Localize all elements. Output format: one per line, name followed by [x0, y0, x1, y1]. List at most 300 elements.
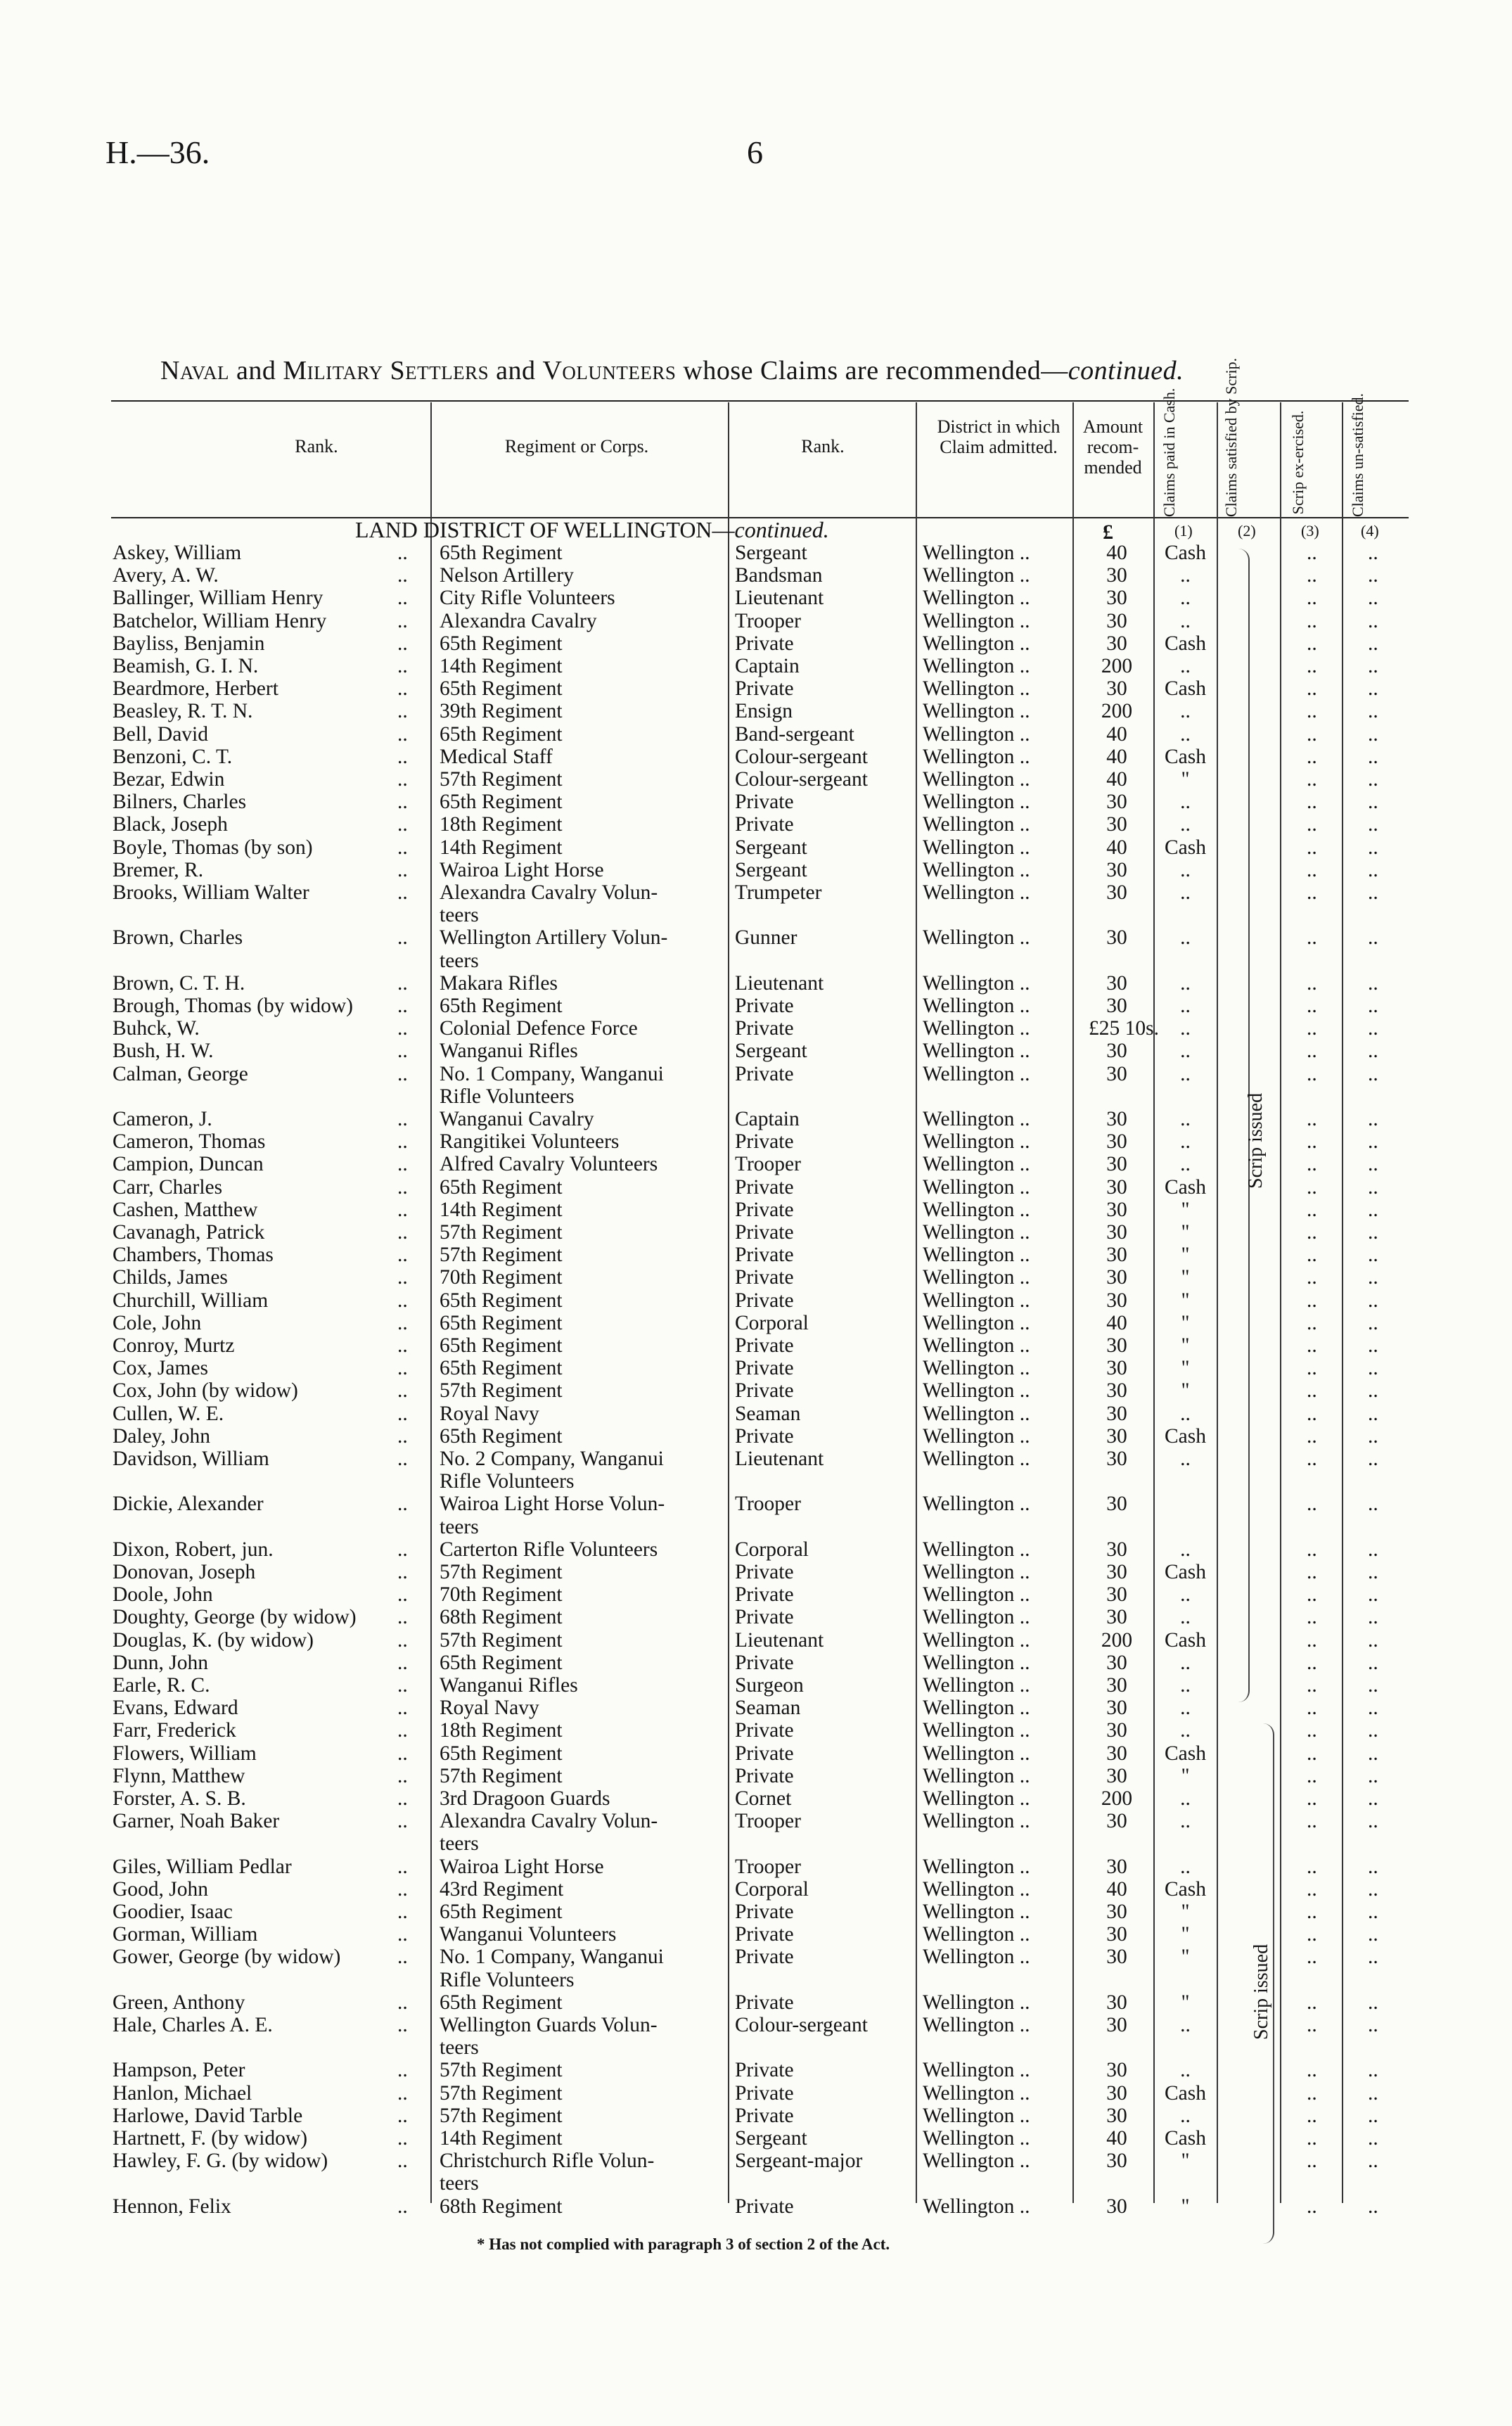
amount-value: 30: [1106, 1130, 1127, 1154]
amount-value: 30: [1106, 564, 1127, 587]
rank-value: Corporal: [735, 1538, 809, 1561]
unsatisfied-dots: ..: [1368, 995, 1378, 1017]
regiment-or-corps: 3rd Dragoon Guards: [440, 1787, 610, 1810]
settler-name: Cashen, Matthew: [113, 1198, 258, 1221]
paid-in-cash-value: Cash: [1165, 632, 1206, 655]
leader-dots: ..: [397, 1402, 408, 1425]
unsatisfied-dots: ..: [1368, 677, 1378, 701]
leader-dots: ..: [397, 1017, 408, 1040]
paid-in-cash-value: Cash: [1165, 1561, 1206, 1583]
leader-dots: ..: [397, 971, 408, 995]
scrip-exercised-dots: ..: [1307, 1764, 1317, 1787]
rank-value: Private: [735, 791, 794, 814]
amount-value: 40: [1106, 745, 1127, 768]
leader-dots: ..: [397, 2150, 408, 2173]
leader-dots: ..: [397, 836, 408, 859]
leader-dots: ..: [397, 1787, 408, 1810]
unsatisfied-dots: ..: [1368, 655, 1378, 677]
paid-in-cash-value: Cash: [1165, 1628, 1206, 1652]
amount-value: 30: [1106, 2081, 1127, 2105]
scrip-exercised-dots: ..: [1307, 1017, 1317, 1040]
regiment-or-corps: 57th Regiment: [440, 2081, 563, 2105]
settler-name: Conroy, Murtz: [113, 1334, 235, 1357]
settler-name: Flynn, Matthew: [113, 1764, 245, 1787]
amount-value: 30: [1106, 2104, 1127, 2127]
regiment-or-corps: 65th Regiment: [440, 677, 563, 701]
settler-name: Douglas, K. (by widow): [113, 1628, 314, 1652]
rank-value: Trooper: [735, 609, 801, 632]
amount-value: 200: [1101, 1787, 1133, 1810]
regiment-or-corps: 14th Regiment: [440, 836, 563, 859]
paid-in-cash-value: ..: [1180, 587, 1191, 610]
regiment-or-corps: Wellington Guards Volun-: [440, 2014, 658, 2036]
regiment-or-corps: 57th Regiment: [440, 1764, 563, 1787]
regiment-or-corps: teers: [440, 949, 479, 972]
header-district: District in which Claim admitted.: [937, 416, 1061, 457]
regiment-or-corps: Rifle Volunteers: [440, 1085, 575, 1108]
district-value: Wellington ..: [923, 926, 1030, 950]
district-value: Wellington ..: [923, 2150, 1030, 2173]
regiment-or-corps: Christchurch Rifle Volun-: [440, 2150, 655, 2173]
scrip-exercised-dots: ..: [1307, 1651, 1317, 1674]
unsatisfied-dots: ..: [1368, 1357, 1378, 1380]
unsatisfied-dots: ..: [1368, 1855, 1378, 1878]
rank-value: Private: [735, 1424, 794, 1448]
district-value: Wellington ..: [923, 1855, 1030, 1878]
scrip-exercised-dots: ..: [1307, 768, 1317, 791]
unsatisfied-dots: ..: [1368, 1719, 1378, 1742]
leader-dots: ..: [397, 632, 408, 655]
scrip-exercised-dots: ..: [1307, 1357, 1317, 1380]
rank-value: Corporal: [735, 1877, 809, 1901]
unsatisfied-dots: ..: [1368, 1538, 1378, 1561]
regiment-or-corps: 65th Regiment: [440, 1289, 563, 1312]
settler-name: Cullen, W. E.: [113, 1402, 224, 1425]
rank-value: Private: [735, 1244, 794, 1267]
amount-value: 30: [1106, 609, 1127, 632]
paid-in-cash-value: Cash: [1165, 2127, 1206, 2150]
leader-dots: ..: [397, 1877, 408, 1901]
scrip-exercised-dots: ..: [1307, 1379, 1317, 1403]
scrip-exercised-dots: ..: [1307, 1062, 1317, 1085]
rank-value: Captain: [735, 655, 800, 677]
leader-dots: ..: [397, 1855, 408, 1878]
regiment-or-corps: 14th Regiment: [440, 1198, 563, 1221]
amount-value: 30: [1106, 1923, 1127, 1946]
unsatisfied-dots: ..: [1368, 1764, 1378, 1787]
rank-value: Lieutenant: [735, 1448, 824, 1470]
leader-dots: ..: [397, 1130, 408, 1154]
district-value: Wellington ..: [923, 2014, 1030, 2036]
district-value: Wellington ..: [923, 1357, 1030, 1380]
paid-in-cash-value: ": [1181, 1923, 1190, 1946]
settler-name: Garner, Noah Baker: [113, 1810, 280, 1833]
regiment-or-corps: 65th Regiment: [440, 632, 563, 655]
title-and-2: and: [496, 356, 536, 385]
header-paid-cash: Claims paid in Cash.: [1160, 388, 1178, 517]
unsatisfied-dots: ..: [1368, 2081, 1378, 2105]
rank-value: Gunner: [735, 926, 797, 950]
district-value: Wellington ..: [923, 1448, 1030, 1470]
settler-name: Evans, Edward: [113, 1697, 238, 1720]
rank-value: Seaman: [735, 1402, 801, 1425]
district-heading-continued: continued.: [734, 517, 829, 542]
paid-in-cash-value: Cash: [1165, 836, 1206, 859]
leader-dots: ..: [397, 1289, 408, 1312]
regiment-or-corps: No. 1 Company, Wanganui: [440, 1946, 664, 1969]
amount-value: 30: [1106, 1901, 1127, 1923]
rank-value: Band-sergeant: [735, 722, 854, 746]
settler-name: Benzoni, C. T.: [113, 745, 233, 768]
amount-value: 30: [1106, 2195, 1127, 2218]
scrip-exercised-dots: ..: [1307, 2150, 1317, 2173]
unsatisfied-dots: ..: [1368, 813, 1378, 836]
footnote: * Has not complied with paragraph 3 of section 2 of the Act.: [477, 2235, 890, 2253]
settler-name: Gorman, William: [113, 1923, 258, 1946]
settler-name: Cameron, Thomas: [113, 1130, 266, 1154]
paid-in-cash-value: ..: [1180, 564, 1191, 587]
district-value: Wellington ..: [923, 1674, 1030, 1697]
unsatisfied-dots: ..: [1368, 1697, 1378, 1720]
scrip-exercised-dots: ..: [1307, 1289, 1317, 1312]
scrip-exercised-dots: ..: [1307, 1991, 1317, 2014]
leader-dots: ..: [397, 1810, 408, 1833]
district-value: Wellington ..: [923, 1244, 1030, 1267]
settler-name: Avery, A. W.: [113, 564, 219, 587]
amount-value: 30: [1106, 1606, 1127, 1629]
paid-in-cash-value: ": [1181, 1221, 1190, 1244]
settler-name: Bush, H. W.: [113, 1040, 214, 1063]
district-value: Wellington ..: [923, 587, 1030, 610]
scrip-exercised-dots: ..: [1307, 1538, 1317, 1561]
district-value: Wellington ..: [923, 1538, 1030, 1561]
table-title: [160, 355, 1184, 386]
amount-value: 200: [1101, 700, 1133, 723]
leader-dots: ..: [397, 1764, 408, 1787]
district-value: Wellington ..: [923, 1493, 1030, 1516]
district-value: Wellington ..: [923, 1040, 1030, 1063]
scrip-exercised-dots: ..: [1307, 836, 1317, 859]
unsatisfied-dots: ..: [1368, 542, 1378, 564]
paid-in-cash-value: ..: [1180, 2014, 1191, 2036]
paid-in-cash-value: ..: [1180, 1402, 1191, 1425]
leader-dots: ..: [397, 768, 408, 791]
scrip-exercised-dots: ..: [1307, 1628, 1317, 1652]
amount-value: 30: [1106, 1108, 1127, 1130]
leader-dots: ..: [397, 1334, 408, 1357]
rank-value: Private: [735, 1901, 794, 1923]
district-value: Wellington ..: [923, 1606, 1030, 1629]
scrip-exercised-dots: ..: [1307, 1402, 1317, 1425]
rank-value: Private: [735, 1606, 794, 1629]
amount-value: 30: [1106, 2150, 1127, 2173]
regiment-or-corps: Wanganui Rifles: [440, 1674, 578, 1697]
unsatisfied-dots: ..: [1368, 858, 1378, 881]
scrip-exercised-dots: ..: [1307, 1198, 1317, 1221]
settler-name: Churchill, William: [113, 1289, 269, 1312]
scrip-exercised-dots: ..: [1307, 1674, 1317, 1697]
settler-name: Beardmore, Herbert: [113, 677, 278, 701]
paid-in-cash-value: Cash: [1165, 1175, 1206, 1199]
amount-value: 30: [1106, 677, 1127, 701]
paid-in-cash-value: ..: [1180, 1538, 1191, 1561]
unsatisfied-dots: ..: [1368, 1901, 1378, 1923]
settler-name: Batchelor, William Henry: [113, 609, 327, 632]
leader-dots: ..: [397, 1742, 408, 1765]
settler-name: Bayliss, Benjamin: [113, 632, 265, 655]
scrip-exercised-dots: ..: [1307, 2014, 1317, 2036]
paid-in-cash-value: ..: [1180, 1674, 1191, 1697]
leader-dots: ..: [397, 1108, 408, 1130]
regiment-or-corps: Wellington Artillery Volun-: [440, 926, 668, 950]
paid-in-cash-value: ": [1181, 1334, 1190, 1357]
district-value: Wellington ..: [923, 542, 1030, 564]
amount-value: 30: [1106, 791, 1127, 814]
amount-value: 30: [1106, 1742, 1127, 1765]
settler-name: Hanlon, Michael: [113, 2081, 252, 2105]
paid-in-cash-value: ..: [1180, 926, 1191, 950]
unsatisfied-dots: ..: [1368, 2150, 1378, 2173]
unsatisfied-dots: ..: [1368, 1244, 1378, 1267]
district-value: Wellington ..: [923, 677, 1030, 701]
amount-value: 30: [1106, 858, 1127, 881]
currency-symbol: £: [1103, 521, 1113, 544]
unsatisfied-dots: ..: [1368, 1017, 1378, 1040]
rank-value: Private: [735, 1379, 794, 1403]
regiment-or-corps: 65th Regiment: [440, 1742, 563, 1765]
amount-value: 30: [1106, 1448, 1127, 1470]
paid-in-cash-value: Cash: [1165, 677, 1206, 701]
settler-name: Hartnett, F. (by widow): [113, 2127, 308, 2150]
leader-dots: ..: [397, 881, 408, 904]
settler-name: Forster, A. S. B.: [113, 1787, 246, 1810]
unsatisfied-dots: ..: [1368, 881, 1378, 904]
settler-name: Donovan, Joseph: [113, 1561, 256, 1583]
scrip-exercised-dots: ..: [1307, 1923, 1317, 1946]
scrip-exercised-dots: ..: [1307, 587, 1317, 610]
unsatisfied-dots: ..: [1368, 1130, 1378, 1154]
rank-value: Private: [735, 1289, 794, 1312]
settler-name: Cavanagh, Patrick: [113, 1221, 265, 1244]
district-value: Wellington ..: [923, 995, 1030, 1017]
regiment-or-corps: 57th Regiment: [440, 1561, 563, 1583]
scrip-exercised-dots: ..: [1307, 995, 1317, 1017]
settler-name: Hennon, Felix: [113, 2195, 231, 2218]
scrip-exercised-dots: ..: [1307, 2059, 1317, 2082]
leader-dots: ..: [397, 2081, 408, 2105]
leader-dots: ..: [397, 1357, 408, 1380]
settler-name: Beamish, G. I. N.: [113, 655, 259, 677]
scrip-exercised-dots: ..: [1307, 655, 1317, 677]
leader-dots: ..: [397, 1153, 408, 1176]
regiment-or-corps: 65th Regiment: [440, 542, 563, 564]
amount-value: 30: [1106, 1402, 1127, 1425]
regiment-or-corps: City Rifle Volunteers: [440, 587, 615, 610]
settler-name: Flowers, William: [113, 1742, 257, 1765]
rank-value: Private: [735, 995, 794, 1017]
district-value: Wellington ..: [923, 1764, 1030, 1787]
settler-name: Giles, William Pedlar: [113, 1855, 292, 1878]
unsatisfied-dots: ..: [1368, 971, 1378, 995]
leader-dots: ..: [397, 745, 408, 768]
settler-name: Cameron, J.: [113, 1108, 212, 1130]
rank-value: Lieutenant: [735, 971, 824, 995]
rank-value: Private: [735, 632, 794, 655]
unsatisfied-dots: ..: [1368, 700, 1378, 723]
district-value: Wellington ..: [923, 700, 1030, 723]
regiment-or-corps: Wairoa Light Horse Volun-: [440, 1493, 665, 1516]
unsatisfied-dots: ..: [1368, 791, 1378, 814]
rank-value: Private: [735, 1062, 794, 1085]
rank-value: Cornet: [735, 1787, 792, 1810]
settler-name: Bezar, Edwin: [113, 768, 225, 791]
leader-dots: ..: [397, 858, 408, 881]
settler-name: Campion, Duncan: [113, 1153, 264, 1176]
rank-value: Sergeant: [735, 858, 807, 881]
paid-in-cash-value: ..: [1180, 1719, 1191, 1742]
column-number-4: (4): [1361, 522, 1379, 540]
unsatisfied-dots: ..: [1368, 1991, 1378, 2014]
district-value: Wellington ..: [923, 1877, 1030, 1901]
district-value: Wellington ..: [923, 1628, 1030, 1652]
unsatisfied-dots: ..: [1368, 1153, 1378, 1176]
rank-value: Private: [735, 1923, 794, 1946]
paid-in-cash-value: ..: [1180, 700, 1191, 723]
paid-in-cash-value: Cash: [1165, 745, 1206, 768]
district-value: Wellington ..: [923, 1946, 1030, 1969]
title-and-1: and: [236, 356, 276, 385]
unsatisfied-dots: ..: [1368, 1040, 1378, 1063]
leader-dots: ..: [397, 1923, 408, 1946]
header-satisfied-scrip: Claims satisfied by Scrip.: [1222, 357, 1240, 517]
leader-dots: ..: [397, 1606, 408, 1629]
title-continued: continued.: [1068, 356, 1184, 385]
regiment-or-corps: Rangitikei Volunteers: [440, 1130, 620, 1154]
paid-in-cash-value: ": [1181, 1901, 1190, 1923]
leader-dots: ..: [397, 2059, 408, 2082]
unsatisfied-dots: ..: [1368, 587, 1378, 610]
scrip-exercised-dots: ..: [1307, 1493, 1317, 1516]
paid-in-cash-value: ..: [1180, 858, 1191, 881]
rank-value: Sergeant-major: [735, 2150, 863, 2173]
settler-name: Dickie, Alexander: [113, 1493, 264, 1516]
scrip-exercised-dots: ..: [1307, 745, 1317, 768]
paid-in-cash-value: Cash: [1165, 1877, 1206, 1901]
regiment-or-corps: 65th Regiment: [440, 791, 563, 814]
regiment-or-corps: 43rd Regiment: [440, 1877, 564, 1901]
district-value: Wellington ..: [923, 1153, 1030, 1176]
paid-in-cash-value: ..: [1180, 1787, 1191, 1810]
paid-in-cash-value: ..: [1180, 2104, 1191, 2127]
unsatisfied-dots: ..: [1368, 1448, 1378, 1470]
regiment-or-corps: 65th Regiment: [440, 1901, 563, 1923]
header-amount: Amount recom-mended: [1082, 416, 1143, 478]
header-name-rank: Rank.: [295, 436, 338, 457]
settler-name: Gower, George (by widow): [113, 1946, 341, 1969]
rank-value: Private: [735, 1742, 794, 1765]
amount-value: 30: [1106, 1719, 1127, 1742]
leader-dots: ..: [397, 609, 408, 632]
settler-name: Cox, John (by widow): [113, 1379, 298, 1403]
rank-value: Trooper: [735, 1153, 801, 1176]
paid-in-cash-value: Cash: [1165, 1742, 1206, 1765]
header-rank: Rank.: [801, 436, 845, 457]
leader-dots: ..: [397, 1244, 408, 1267]
paid-in-cash-value: ..: [1180, 881, 1191, 904]
amount-value: 30: [1106, 1221, 1127, 1244]
header-regiment: Regiment or Corps.: [504, 436, 649, 457]
district-value: Wellington ..: [923, 1561, 1030, 1583]
rank-value: Private: [735, 1266, 794, 1289]
amount-value: 30: [1106, 632, 1127, 655]
paid-in-cash-value: ..: [1180, 655, 1191, 677]
district-value: Wellington ..: [923, 858, 1030, 881]
district-heading: [355, 517, 829, 543]
paid-in-cash-value: ..: [1180, 1606, 1191, 1629]
district-value: Wellington ..: [923, 1697, 1030, 1720]
leader-dots: ..: [397, 995, 408, 1017]
settler-name: Hampson, Peter: [113, 2059, 245, 2082]
paid-in-cash-value: ..: [1180, 1130, 1191, 1154]
header-unsatisfied: Claims un-satisfied.: [1349, 393, 1366, 517]
settler-name: Davidson, William: [113, 1448, 269, 1470]
regiment-or-corps: 57th Regiment: [440, 1221, 563, 1244]
district-value: Wellington ..: [923, 1198, 1030, 1221]
leader-dots: ..: [397, 2104, 408, 2127]
regiment-or-corps: Royal Navy: [440, 1697, 539, 1720]
paid-in-cash-value: ..: [1180, 1062, 1191, 1085]
unsatisfied-dots: ..: [1368, 1787, 1378, 1810]
settler-name: Calman, George: [113, 1062, 248, 1085]
scrip-exercised-dots: ..: [1307, 1787, 1317, 1810]
regiment-or-corps: Nelson Artillery: [440, 564, 574, 587]
rank-value: Private: [735, 1764, 794, 1787]
rank-value: Captain: [735, 1108, 800, 1130]
leader-dots: ..: [397, 677, 408, 701]
regiment-or-corps: 65th Regiment: [440, 1991, 563, 2014]
settler-name: Dixon, Robert, jun.: [113, 1538, 274, 1561]
settler-name: Goodier, Isaac: [113, 1901, 233, 1923]
paid-in-cash-value: ": [1181, 1379, 1190, 1403]
unsatisfied-dots: ..: [1368, 1424, 1378, 1448]
regiment-or-corps: teers: [440, 2172, 479, 2195]
column-number-1: (1): [1174, 522, 1193, 540]
paid-in-cash-value: ..: [1180, 1153, 1191, 1176]
paid-in-cash-value: ..: [1180, 971, 1191, 995]
district-value: Wellington ..: [923, 971, 1030, 995]
scrip-exercised-dots: ..: [1307, 1448, 1317, 1470]
rank-value: Private: [735, 1221, 794, 1244]
district-value: Wellington ..: [923, 632, 1030, 655]
amount-value: 30: [1106, 971, 1127, 995]
leader-dots: ..: [397, 1674, 408, 1697]
scrip-exercised-dots: ..: [1307, 1153, 1317, 1176]
regiment-or-corps: 65th Regiment: [440, 722, 563, 746]
district-value: Wellington ..: [923, 1221, 1030, 1244]
unsatisfied-dots: ..: [1368, 632, 1378, 655]
scrip-exercised-dots: ..: [1307, 881, 1317, 904]
regiment-or-corps: 65th Regiment: [440, 1357, 563, 1380]
district-value: Wellington ..: [923, 1810, 1030, 1833]
unsatisfied-dots: ..: [1368, 2127, 1378, 2150]
scrip-exercised-dots: ..: [1307, 926, 1317, 950]
rank-value: Sergeant: [735, 836, 807, 859]
district-value: Wellington ..: [923, 791, 1030, 814]
amount-value: 30: [1106, 1175, 1127, 1199]
amount-value: £25 10s.: [1089, 1017, 1159, 1040]
rank-value: Private: [735, 1719, 794, 1742]
amount-value: 30: [1106, 1153, 1127, 1176]
